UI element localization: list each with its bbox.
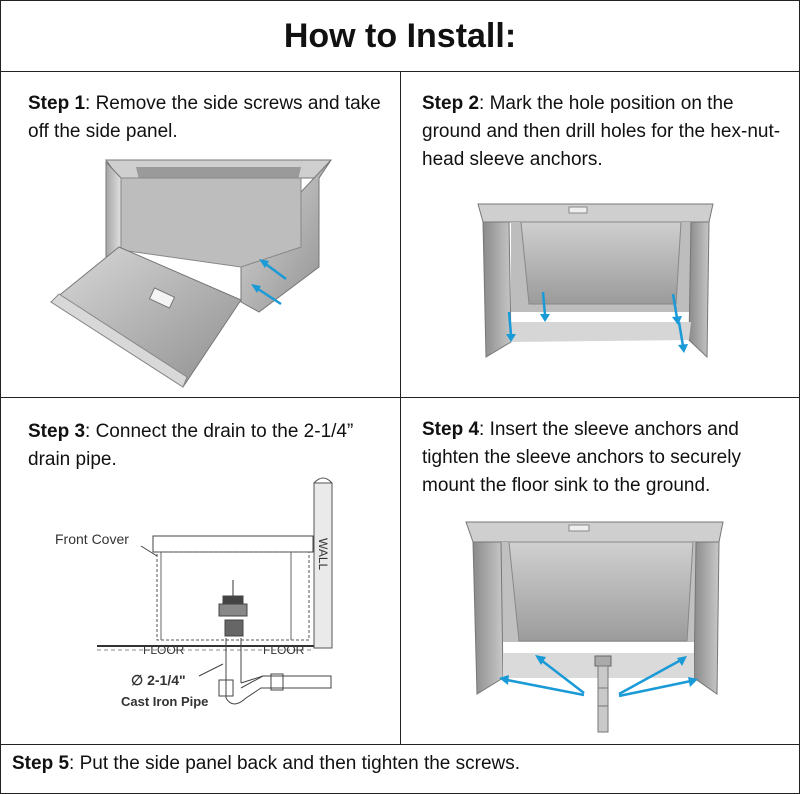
wall-label: WALL <box>316 538 330 571</box>
step-3-label: Step 3 <box>28 421 86 442</box>
step-2-cell <box>401 72 799 398</box>
step-5-text <box>12 751 520 777</box>
step-4-label: Step 4 <box>422 419 480 440</box>
floor-label-right: FLOOR <box>263 643 305 657</box>
floor-label-left: FLOOR <box>143 643 185 657</box>
pipe-name-label: Cast Iron Pipe <box>121 694 209 709</box>
front-cover-label: Front Cover <box>55 531 129 547</box>
step-4-cell <box>401 398 799 745</box>
pipe-size-label: ∅ 2-1/4" <box>131 672 186 688</box>
step-4-photo-sleeve-anchors <box>401 398 799 745</box>
step-1-label: Step 1 <box>28 93 86 114</box>
step-3-drain-diagram <box>1 398 401 745</box>
step-1-description: : Remove the side screws and take off the side panel. <box>28 93 381 142</box>
step-5-label: Step 5 <box>12 753 70 774</box>
step-2-description: : Mark the hole position on the ground and then drill holes for the hex-nut-head sleeve anchors. <box>422 93 781 170</box>
step-1-photo-sink-side-panel <box>1 72 401 398</box>
step-3-description: : Connect the drain to the 2-1/4” drain pipe. <box>28 421 354 470</box>
step-1-cell <box>1 72 401 398</box>
step-2-label: Step 2 <box>422 93 480 114</box>
step-3-cell <box>1 398 401 745</box>
step-5-description: : Put the side panel back and then tighten the screws. <box>69 753 521 774</box>
page-title: How to Install: <box>1 1 799 72</box>
step-2-photo-sink-without-panels <box>401 72 799 398</box>
step-4-description: : Insert the sleeve anchors and tighten the sleeve anchors to securely mount the floor sink to the ground. <box>422 419 741 496</box>
